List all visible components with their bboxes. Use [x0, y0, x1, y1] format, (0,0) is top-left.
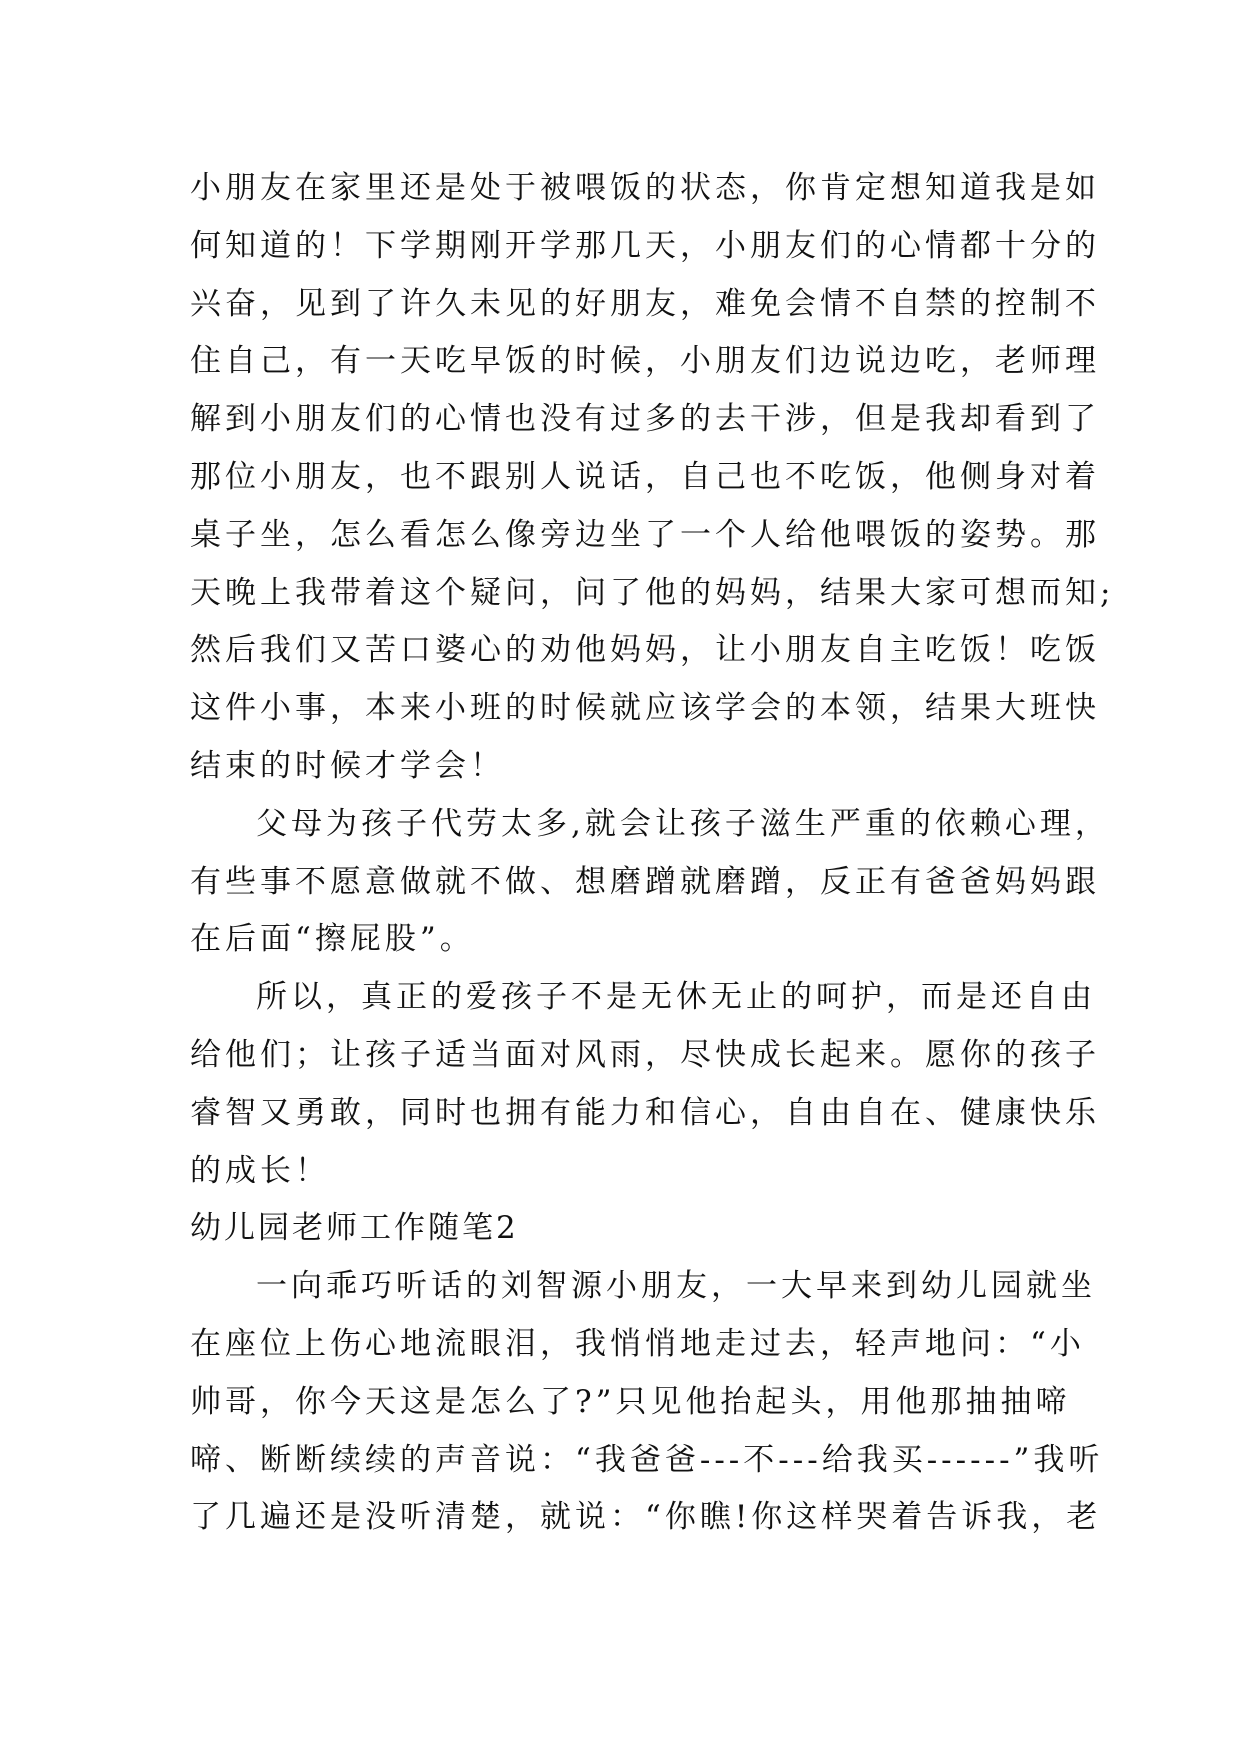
paragraph	[190, 1258, 1104, 1547]
text-line: 然后我们又苦口婆心的劝他妈妈，让小朋友自主吃饭！吃饭	[190, 632, 1100, 669]
paragraph	[190, 969, 1100, 1200]
text-line: 何知道的！下学期刚开学那几天，小朋友们的心情都十分的	[190, 227, 1100, 264]
text-line: 天晚上我带着这个疑问，问了他的妈妈，结果大家可想而知;	[190, 574, 1115, 611]
text-line: 有些事不愿意做就不做、想磨蹭就磨蹭，反正有爸爸妈妈跟	[190, 863, 1100, 900]
text-line: 啼、断断续续的声音说：“我爸爸---不---给我买------”我听	[190, 1441, 1104, 1478]
text-line: 解到小朋友们的心情也没有过多的去干涉，但是我却看到了	[190, 401, 1100, 438]
text-line: 在座位上伤心地流眼泪，我悄悄地走过去，轻声地问：“小	[190, 1325, 1085, 1362]
text-line: 小朋友在家里还是处于被喂饭的状态，你肯定想知道我是如	[190, 170, 1100, 206]
text-line: 睿智又勇敢，同时也拥有能力和信心，自由自在、健康快乐	[190, 1094, 1100, 1131]
text-line: 的成长！	[190, 1152, 330, 1189]
text-line: 给他们；让孩子适当面对风雨，尽快成长起来。愿你的孩子	[190, 1036, 1100, 1073]
text-line: 父母为孩子代劳太多,就会让孩子滋生严重的依赖心理，	[256, 805, 1110, 842]
text-line: 那位小朋友，也不跟别人说话，自己也不吃饭，他侧身对着	[190, 458, 1100, 495]
text-line: 所以，真正的爱孩子不是无休无止的呵护，而是还自由	[256, 979, 1096, 1016]
text-line: 住自己，有一天吃早饭的时候，小朋友们边说边吃，老师理	[190, 343, 1100, 380]
paragraph	[190, 796, 1110, 969]
document-body	[190, 160, 1115, 1547]
paragraph	[190, 160, 1115, 796]
text-line: 帅哥，你今天这是怎么了?”只见他抬起头，用他那抽抽啼	[190, 1383, 1071, 1420]
text-line: 在后面“擦屁股”。	[190, 921, 475, 958]
text-line: 桌子坐，怎么看怎么像旁边坐了一个人给他喂饭的姿势。那	[190, 516, 1100, 553]
section-title: 幼儿园老师工作随笔2	[190, 1210, 519, 1247]
text-line: 了几遍还是没听清楚，就说：“你瞧!你这样哭着告诉我，老	[190, 1499, 1102, 1536]
text-line: 兴奋，见到了许久未见的好朋友，难免会情不自禁的控制不	[190, 285, 1100, 322]
text-line: 一向乖巧听话的刘智源小朋友，一大早来到幼儿园就坐	[256, 1268, 1096, 1305]
text-line: 结束的时候才学会！	[190, 747, 505, 784]
text-line: 这件小事，本来小班的时候就应该学会的本领，结果大班快	[190, 690, 1100, 727]
